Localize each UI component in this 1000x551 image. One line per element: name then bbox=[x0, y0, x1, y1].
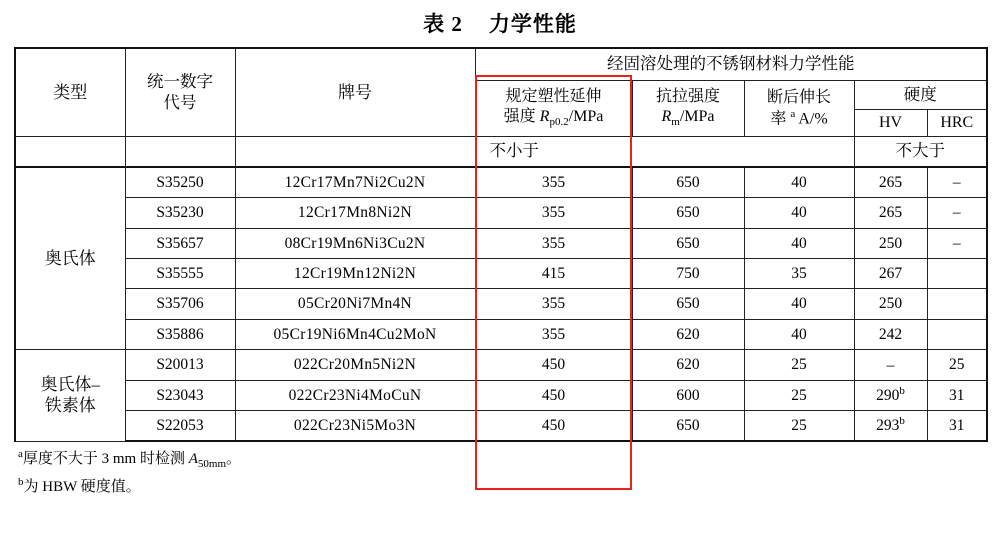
table-row bbox=[15, 167, 987, 198]
cell-rm: 600 bbox=[632, 380, 744, 410]
header-type: 类型 bbox=[15, 48, 125, 137]
header-unified-code-line1: 统一数字 bbox=[147, 72, 213, 91]
cell-hv: 265 bbox=[854, 198, 927, 228]
cell-grade: 022Cr23Ni5Mo3N bbox=[235, 410, 475, 441]
footnote-a-subscript: 50mm bbox=[197, 458, 227, 471]
cell-hrc: 31 bbox=[927, 410, 987, 441]
cell-code: S35230 bbox=[125, 198, 235, 228]
cell-rm: 620 bbox=[632, 350, 744, 380]
cell-elongation: 35 bbox=[744, 259, 854, 289]
cell-hrc: – bbox=[927, 228, 987, 258]
cell-elongation: 25 bbox=[744, 350, 854, 380]
header-rp02 bbox=[475, 80, 632, 137]
cell-code: S23043 bbox=[125, 380, 235, 410]
cell-hv-value: 293 bbox=[876, 417, 900, 435]
cell-rp02: 415 bbox=[475, 259, 632, 289]
cell-hv: 242 bbox=[854, 319, 927, 349]
footnote-a-symbol: A bbox=[188, 451, 198, 468]
cell-code: S35250 bbox=[125, 167, 235, 198]
header-grade: 牌号 bbox=[235, 48, 475, 137]
cell-rm: 620 bbox=[632, 319, 744, 349]
cell-grade: 12Cr17Mn8Ni2N bbox=[235, 198, 475, 228]
cell-hv-value: – bbox=[886, 356, 895, 374]
footnote-b bbox=[14, 474, 986, 499]
group-label-line2: 铁素体 bbox=[44, 396, 96, 416]
cell-hv: 250 bbox=[854, 228, 927, 258]
table-row bbox=[15, 228, 987, 258]
header-elongation bbox=[744, 80, 854, 137]
header-elongation-line1: 断后伸长 bbox=[766, 88, 831, 106]
table-row bbox=[15, 198, 987, 228]
cell-hrc: 31 bbox=[927, 380, 987, 410]
cell-hv-footnote: b bbox=[899, 384, 905, 397]
cell-elongation: 40 bbox=[744, 198, 854, 228]
cell-grade: 05Cr20Ni7Mn4N bbox=[235, 289, 475, 319]
cell-rp02: 450 bbox=[475, 380, 632, 410]
header-elongation-prefix: 率 bbox=[770, 110, 791, 128]
limits-spacer-type bbox=[15, 137, 125, 167]
table-row bbox=[15, 319, 987, 349]
table-title bbox=[14, 0, 986, 47]
footnote-a-suffix: 。 bbox=[226, 451, 242, 468]
table-row bbox=[15, 259, 987, 289]
header-rp02-prefix: 强度 bbox=[503, 107, 540, 125]
cell-rp02: 355 bbox=[475, 289, 632, 319]
cell-grade: 08Cr19Mn6Ni3Cu2N bbox=[235, 228, 475, 258]
limits-spacer-code bbox=[125, 137, 235, 167]
header-rm-unit: /MPa bbox=[679, 107, 715, 125]
cell-code: S35555 bbox=[125, 259, 235, 289]
header-unified-code bbox=[125, 48, 235, 137]
header-rp02-line2 bbox=[480, 107, 628, 130]
header-rm-line1: 抗拉强度 bbox=[655, 87, 720, 105]
cell-grade: 05Cr19Ni6Mn4Cu2MoN bbox=[235, 319, 475, 349]
cell-code: S22053 bbox=[125, 410, 235, 441]
cell-rm: 650 bbox=[632, 289, 744, 319]
footnote-b-text: 为 HBW 硬度值。 bbox=[23, 478, 141, 495]
footnote-a-text: 厚度不大于 3 mm 时检测 bbox=[22, 451, 189, 468]
cell-hrc: – bbox=[927, 167, 987, 198]
cell-code: S35657 bbox=[125, 228, 235, 258]
header-rp02-unit: /MPa bbox=[568, 107, 604, 125]
limits-spacer-grade bbox=[235, 137, 475, 167]
cell-hrc: 25 bbox=[927, 350, 987, 380]
limit-not-less-than: 不小于 bbox=[475, 137, 854, 167]
cell-hv: 265 bbox=[854, 167, 927, 198]
cell-hv bbox=[854, 380, 927, 410]
cell-hrc: – bbox=[927, 198, 987, 228]
header-hv: HV bbox=[854, 110, 927, 137]
cell-hrc bbox=[927, 319, 987, 349]
cell-code: S35886 bbox=[125, 319, 235, 349]
table-row bbox=[15, 380, 987, 410]
group-label-austenitic-ferritic bbox=[15, 350, 125, 442]
header-rp02-subscript: p0.2 bbox=[549, 116, 569, 129]
footnote-a bbox=[14, 446, 986, 474]
cell-rp02: 450 bbox=[475, 410, 632, 441]
table-row bbox=[15, 350, 987, 380]
footnote-a-marker: a bbox=[18, 448, 23, 461]
limit-not-greater-than: 不大于 bbox=[854, 137, 987, 167]
header-rm-subscript: m bbox=[671, 116, 680, 129]
cell-elongation: 40 bbox=[744, 289, 854, 319]
header-unified-code-line2: 代号 bbox=[163, 92, 197, 112]
table-title-number: 表 2 bbox=[423, 12, 463, 36]
cell-hv bbox=[854, 350, 927, 380]
cell-hv: 267 bbox=[854, 259, 927, 289]
limits-row bbox=[15, 137, 987, 167]
footnote-b-marker: b bbox=[18, 475, 24, 488]
cell-rm: 650 bbox=[632, 410, 744, 441]
cell-grade: 12Cr17Mn7Ni2Cu2N bbox=[235, 167, 475, 198]
cell-elongation: 25 bbox=[744, 380, 854, 410]
table-footnotes bbox=[14, 446, 986, 499]
header-group-title: 经固溶处理的不锈钢材料力学性能 bbox=[475, 48, 987, 80]
cell-rp02: 450 bbox=[475, 350, 632, 380]
cell-rm: 650 bbox=[632, 198, 744, 228]
table-title-text: 力学性能 bbox=[488, 12, 577, 36]
cell-code: S35706 bbox=[125, 289, 235, 319]
header-rm-line2 bbox=[633, 107, 744, 130]
header-hardness: 硬度 bbox=[854, 80, 987, 110]
header-rm-symbol: R bbox=[661, 107, 672, 125]
cell-hrc bbox=[927, 259, 987, 289]
header-rp02-line1: 规定塑性延伸 bbox=[505, 87, 602, 105]
cell-hrc bbox=[927, 289, 987, 319]
cell-rp02: 355 bbox=[475, 319, 632, 349]
cell-grade: 12Cr19Mn12Ni2N bbox=[235, 259, 475, 289]
header-elongation-line2 bbox=[745, 108, 854, 129]
header-rm bbox=[632, 80, 744, 137]
header-hrc: HRC bbox=[927, 110, 987, 137]
header-row-group bbox=[15, 48, 987, 80]
cell-hv-value: 290 bbox=[876, 387, 900, 405]
group-label-line1: 奥氏体– bbox=[40, 375, 100, 395]
cell-grade: 022Cr20Mn5Ni2N bbox=[235, 350, 475, 380]
group-label-austenitic: 奥氏体 bbox=[15, 167, 125, 350]
cell-hv: 250 bbox=[854, 289, 927, 319]
header-elongation-suffix: A/% bbox=[795, 110, 828, 128]
cell-rp02: 355 bbox=[475, 198, 632, 228]
cell-elongation: 40 bbox=[744, 319, 854, 349]
cell-rm: 750 bbox=[632, 259, 744, 289]
cell-code: S20013 bbox=[125, 350, 235, 380]
header-rp02-symbol: R bbox=[539, 107, 550, 125]
cell-rm: 650 bbox=[632, 167, 744, 198]
cell-elongation: 25 bbox=[744, 410, 854, 441]
cell-grade: 022Cr23Ni4MoCuN bbox=[235, 380, 475, 410]
mechanical-properties-table bbox=[14, 47, 988, 442]
cell-rm: 650 bbox=[632, 228, 744, 258]
cell-hv-footnote: b bbox=[899, 415, 905, 428]
header-elongation-footnote-marker: a bbox=[790, 107, 796, 120]
table-row bbox=[15, 410, 987, 441]
table-row bbox=[15, 289, 987, 319]
cell-hv bbox=[854, 410, 927, 441]
cell-rp02: 355 bbox=[475, 228, 632, 258]
cell-elongation: 40 bbox=[744, 228, 854, 258]
cell-rp02: 355 bbox=[475, 167, 632, 198]
cell-elongation: 40 bbox=[744, 167, 854, 198]
